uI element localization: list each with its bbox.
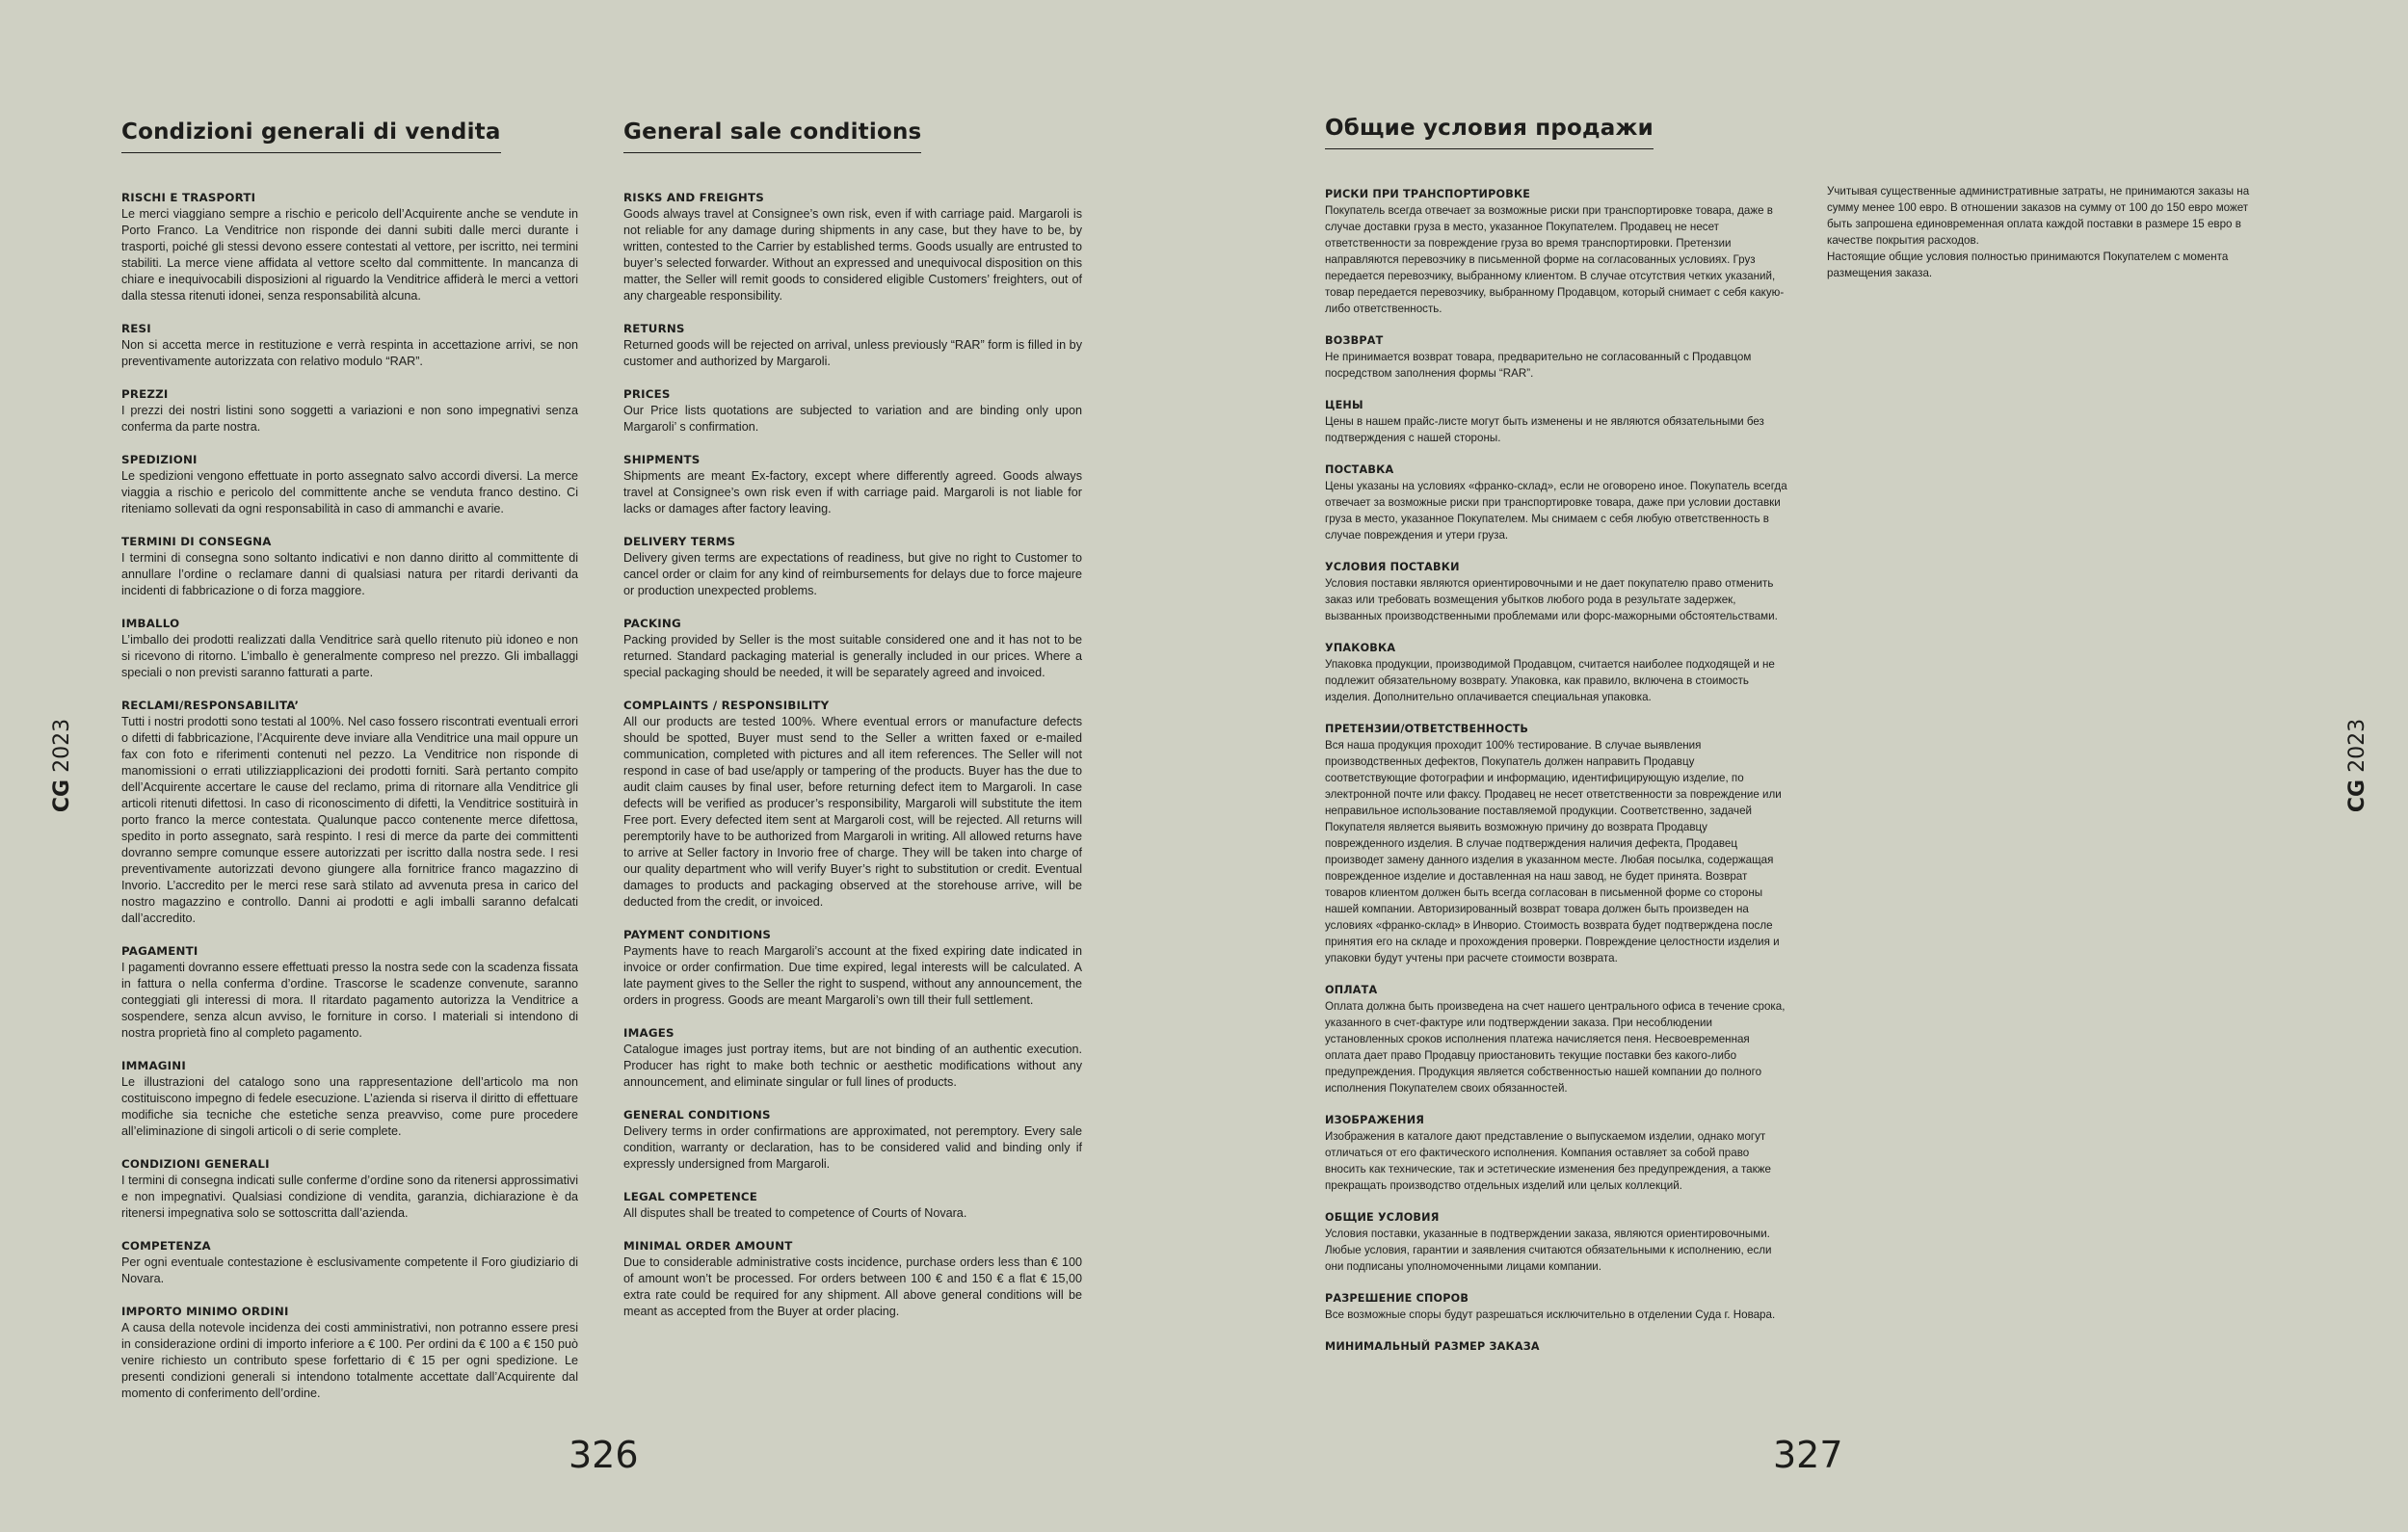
section-text: Покупатель всегда отвечает за возможные риски при транспортировке товара, даже в случае доставки груза в место, указанное Покупателем. Продавец не несет ответственности за повреждение груза во время транспортировки. Претензии направляются перевозчику в письменной форме на согласованных условиях. Груз передается перевозчику, выбранному клиентом. В случае отсутствия четких указаний, товар передается перевозчику, выбранному Продавцом, который снимает с себя какую-либо ответственность.: [1325, 204, 1785, 315]
section: [623, 927, 1082, 1009]
section-text: All our products are tested 100%. Where eventual errors or manufacture defects should be spotted, Buyer must send to the Seller a written faxed or e-mailed communication, completed with pictures and all item references. The Seller will not respond in case of bad use/apply or tampering of the products. Buyer has the due to audit claim causes by final user, before returning defect item to Margaroli. In case defects will be verified as producer’s responsibility, Margaroli will substitute the item Free port. Every defected item sent at Margaroli cost, will be rejected. All returns will peremptorily have to be authorized from Margaroli in writing. All allowed returns have to arrive at Seller factory in Invorio free of charge. They will be taken into charge of our quality department who will verify Buyer’s right to substitution or credit. Eventual damages to products and packaging observed at the storehouse arrive, will be deducted from the credit, or invoiced.: [623, 715, 1082, 909]
page-number-left: 326: [569, 1434, 639, 1476]
section-heading: ПОСТАВКА: [1325, 463, 1394, 476]
section-text: Изображения в каталоге дают представление о выпускаемом изделии, однако могут отличаться от его фактического исполнения. Компания оставляет за собой право вносить как технические, так и эстетические изменения без предупреждения, а также прекращать производство отдельных изделий или целых коллекций.: [1325, 1130, 1771, 1192]
section-heading: GENERAL CONDITIONS: [623, 1108, 771, 1122]
side-label-year: 2023: [50, 718, 75, 773]
section-text: Shipments are meant Ex-factory, except where differently agreed. Goods always travel at Consignee’s own risk even if with carriage paid. Margaroli is not liable for lacks or damages after factory leaving.: [623, 469, 1082, 515]
section-heading: УСЛОВИЯ ПОСТАВКИ: [1325, 561, 1460, 573]
section-heading: SPEDIZIONI: [121, 453, 198, 466]
section-heading: COMPLAINTS / RESPONSIBILITY: [623, 699, 830, 712]
section: [1325, 332, 1787, 382]
section-text: Delivery given terms are expectations of readiness, but give no right to Customer to cancel order or claim for any kind of reimbursements for delays due to force majeure or production unexpected problems.: [623, 551, 1082, 597]
section: [623, 1107, 1082, 1173]
section-heading: DELIVERY TERMS: [623, 535, 736, 548]
section-heading: PAGAMENTI: [121, 944, 198, 958]
section-heading: ПРЕТЕНЗИИ/ОТВЕТСТВЕННОСТЬ: [1325, 723, 1529, 735]
section-heading: PACKING: [623, 617, 681, 630]
section: [121, 1238, 578, 1287]
side-label-right: [2345, 719, 2369, 812]
section: [623, 386, 1082, 436]
section-heading: TERMINI DI CONSEGNA: [121, 535, 272, 548]
section-heading: МИНИМАЛЬНЫЙ РАЗМЕР ЗАКАЗА: [1325, 1340, 1540, 1353]
section-text: Упаковка продукции, производимой Продавцом, считается наиболее подходящей и не подлежит обязательному возврату. Упаковка, как правило, включена в стоимость изделия. Дополнительно оплачивается специальная упаковка.: [1325, 658, 1775, 703]
section-text: Due to considerable administrative costs incidence, purchase orders less than € 100 of amount won’t be processed. For orders between 100 € and 150 € a flat € 15,00 extra rate could be required for any shipment. All above general conditions will be meant as accepted from the Buyer at order placing.: [623, 1255, 1082, 1318]
section-heading: РИСКИ ПРИ ТРАНСПОРТИРОВКЕ: [1325, 188, 1531, 200]
section-text: Не принимается возврат товара, предварительно не согласованный с Продавцом посредством заполнения формы “RAR”.: [1325, 351, 1752, 380]
section-heading: RESI: [121, 322, 151, 335]
section-heading: IMPORTO MINIMO ORDINI: [121, 1305, 289, 1318]
section-text: I prezzi dei nostri listini sono soggetti a variazioni e non sono impegnativi senza conferma da parte nostra.: [121, 404, 578, 434]
section: [623, 321, 1082, 370]
italian-sections: [121, 190, 578, 1402]
section-text: Goods always travel at Consignee’s own risk, even if with carriage paid. Margaroli is not reliable for any damage during shipments in any case, but they have to be, by written, contested to the Carrier by established terms. Goods usually are entrusted to buyer’s selected forwarder. Without an expressed and unequivocal disposition on this matter, the Seller will remit goods to considered eligible Customers’ freighters, out of any chargeable responsibility.: [623, 207, 1082, 303]
section-heading: УПАКОВКА: [1325, 642, 1396, 654]
russian-title: Общие условия продажи: [1325, 116, 1654, 149]
italian-column: [121, 119, 578, 1418]
section-heading: RECLAMI/RESPONSABILITA’: [121, 699, 300, 712]
section-heading: ИЗОБРАЖЕНИЯ: [1325, 1114, 1425, 1126]
section-heading: PRICES: [623, 387, 671, 401]
section: [1325, 559, 1787, 624]
russian-sections: [1325, 186, 1787, 1355]
section-text: I termini di consegna indicati sulle conferme d’ordine sono da ritenersi approssimativi e non impegnativi. Qualsiasi condizione di vendita, garanzia, dichiarazione è da ritenersi impegnativa solo se sottoscritta dall’azienda.: [121, 1174, 578, 1220]
section: [121, 1156, 578, 1222]
page-number-right: 327: [1773, 1434, 1843, 1476]
section-text: Цены в нашем прайс-листе могут быть изменены и не являются обязательными без подтверждения с нашей стороны.: [1325, 415, 1764, 444]
section-heading: IMMAGINI: [121, 1059, 186, 1072]
section-heading: РАЗРЕШЕНИЕ СПОРОВ: [1325, 1292, 1469, 1305]
section: [121, 452, 578, 517]
section: [121, 386, 578, 436]
section-heading: ОПЛАТА: [1325, 984, 1378, 996]
section: [121, 190, 578, 304]
section-text: Non si accetta merce in restituzione e verrà respinta in accettazione arrivi, se non preventivamente autorizzata con relativo modulo “RAR”.: [121, 338, 578, 368]
section-text: Условия поставки являются ориентировочными и не дает покупателю право отменить заказ или требовать возмещения убытков любого рода в результате задержек, вызванных производственными проблемами или форс-мажорными обстоятельствами.: [1325, 577, 1778, 622]
english-title: General sale conditions: [623, 119, 921, 153]
section-text: Оплата должна быть произведена на счет нашего центрального офиса в течение срока, указанного в счет-фактуре или подтверждении заказа. При несоблюдении установленных сроков исполнения платежа начисляется пеня. Несвоевременная оплата дает право Продавцу приостановить текущие поставки без какого-либо предупреждения. Продукция является собственностью нашей компании до полного исполнения Покупателем своих обязанностей.: [1325, 1000, 1786, 1095]
section-text: Le spedizioni vengono effettuate in porto assegnato salvo accordi diversi. La merce viaggia a rischio e pericolo del committente anche se venduta franco destino. Ci riteniamo sollevati da ogni responsabilità in caso di ammanchi e avarie.: [121, 469, 578, 515]
section: [623, 452, 1082, 517]
section: [623, 616, 1082, 681]
section: [1325, 462, 1787, 543]
section-heading: SHIPMENTS: [623, 453, 701, 466]
section: [1325, 397, 1787, 446]
section: [623, 534, 1082, 599]
english-column: [623, 119, 1082, 1336]
section-heading: COMPETENZA: [121, 1239, 211, 1253]
section-text: Returned goods will be rejected on arrival, unless previously “RAR” form is filled in by customer and authorized by Margaroli.: [623, 338, 1082, 368]
section: [623, 1189, 1082, 1222]
section: [1325, 1112, 1787, 1194]
section: [121, 943, 578, 1042]
section-heading: ВОЗВРАТ: [1325, 334, 1384, 347]
section-heading: MINIMAL ORDER AMOUNT: [623, 1239, 793, 1253]
section: [121, 1304, 578, 1402]
section-heading: ОБЩИЕ УСЛОВИЯ: [1325, 1211, 1440, 1224]
section-text: Packing provided by Seller is the most suitable considered one and it has not to be returned. Standard packaging material is generally included in our prices. Where a special packaging should be needed, it will be separately agreed and invoiced.: [623, 633, 1082, 679]
section-text: Условия поставки, указанные в подтверждении заказа, являются ориентировочными. Любые условия, гарантии и заявления считаются обязательными к исполнению, если они подписаны уполномоченными лицами компании.: [1325, 1228, 1772, 1273]
section-text: Payments have to reach Margaroli’s account at the fixed expiring date indicated in invoice or order confirmation. Due time expired, legal interests will be calculated. A late payment gives to the Seller the right to suspend, without any announcement, the orders in progress. Goods are meant Margaroli’s own till their full settlement.: [623, 944, 1082, 1007]
section-heading: RETURNS: [623, 322, 685, 335]
section-text: Tutti i nostri prodotti sono testati al 100%. Nel caso fossero riscontrati eventuali errori o difetti di fabbricazione, l’Acquirente deve inviare alla Venditrice una mail oppure un fax con foto e riferimenti contenuti nel pezzo. La Venditrice non risponde di manomissioni o errati utilizziapplicazioni dei prodotti forniti. Sarà pertanto compito dell’Acquirente accertare le cause del reclamo, prima di ritornare alla Venditrice gli articoli ritenuti difettosi. In caso di riconoscimento di difetti, la Venditrice sostituirà in porto franco la merce contestata. Qualunque pacco contenente merce difettosa, spedito in porto assegnato, sarà respinto. I resi di merce da parte dei committenti dovranno sempre comunque essere autorizzati per iscritto dalla nostra sede. I resi preventivamente autorizzati devono giungere alla fornitrice franco magazzino di Invorio. L’accredito per le merci rese sarà stilato ad avvenuta presa in carico del nostro magazzino e controllo. Danni ai prodotti e agli imballi saranno defalcati dall’accredito.: [121, 715, 578, 925]
section: [121, 1058, 578, 1140]
section-text: Все возможные споры будут разрешаться исключительно в отделении Суда г. Новара.: [1325, 1308, 1776, 1321]
section: [1325, 186, 1787, 317]
section-text: Вся наша продукция проходит 100% тестирование. В случае выявления производственных дефектов, Покупатель должен направить Продавцу соответствующие фотографии и информацию, идентифицирующую изделие, по электронной почте или факсу. Продавец не несет ответственности за повреждение или неправильное использование поставляемой продукции. Соответственно, задачей Покупателя является выявить возможную причину до возврата Продавцу поврежденного изделия. В случае подтверждения наличия дефекта, Продавец производет замену данного изделия в указанном месте. Любая посылка, содержащая поврежденное изделие и доставленная на наш завод, не будет принята. Возврат товаров клиентом должен быть всегда согласован в письменной форме со стороны нашей компании. Авторизированный возврат товара должен быть произведен на условиях «франко-склад» в Инворио. Стоимость возврата будет подтверждена после принятия его на складе и прохождения проверки. Повреждение целостности изделия и упаковки будут учтены при расчете стоимости возврата.: [1325, 739, 1782, 964]
italian-title: Condizioni generali di vendita: [121, 119, 501, 153]
section: [1325, 1290, 1787, 1323]
section: [121, 616, 578, 681]
section-heading: RISKS AND FREIGHTS: [623, 191, 764, 204]
section-text: Цены указаны на условиях «франко-склад», если не оговорено иное. Покупатель всегда отвечает за возможные риски при транспортировке товара, даже при условии доставки груза в место, указанное Покупателем. Мы снимаем с себя любую ответственность в случае повреждения и утери груза.: [1325, 480, 1787, 541]
section: [1325, 721, 1787, 966]
continuation-paragraph: Настоящие общие условия полностью принимаются Покупателем с момента размещения заказа.: [1827, 251, 2229, 279]
section-text: A causa della notevole incidenza dei costi amministrativi, non potranno essere presi in considerazione ordini di importo inferiore a € 100. Per ordini da € 100 a € 150 può venire richiesto un contributo spese forfettario di € 15 per ogni spedizione. Le presenti condizioni generali si intendono totalmente accettate dall’Acquirente dal momento di conferimento dell’ordine.: [121, 1321, 578, 1400]
section: [121, 534, 578, 599]
section-text: All disputes shall be treated to competence of Courts of Novara.: [623, 1206, 967, 1220]
side-label-brand: CG: [2345, 779, 2370, 813]
english-sections: [623, 190, 1082, 1320]
side-label-left: [50, 719, 74, 812]
side-label-brand: CG: [50, 779, 75, 813]
section: [623, 1238, 1082, 1320]
section: [623, 698, 1082, 911]
section-text: I termini di consegna sono soltanto indicativi e non danno diritto al committente di annullare l’ordine o reclamare danni di qualsiasi natura per ritardi derivanti da incidenti di fabbricazione o di forza maggiore.: [121, 551, 578, 597]
section-text: Our Price lists quotations are subjected to variation and are binding only upon Margaroli’ s confirmation.: [623, 404, 1082, 434]
section-text: Le merci viaggiano sempre a rischio e pericolo dell’Acquirente anche se vendute in Porto Franco. La Venditrice non risponde dei danni subiti dalle merci durante i trasporti, poiché gli stessi devono essere contestati al vettore, per iscritto, nei termini stabiliti. La merce viene affidata al vettore scelto dal committente. In mancanza di chiare e inequivocabili disposizioni al riguardo la Venditrice affiderà le merci a vettori dalla stessa ritenuti idonei, senza responsabilità alcuna.: [121, 207, 578, 303]
section: [1325, 1338, 1787, 1355]
section: [1325, 640, 1787, 705]
side-label-year: 2023: [2345, 718, 2370, 773]
section: [121, 321, 578, 370]
section: [623, 190, 1082, 304]
section-heading: RISCHI E TRASPORTI: [121, 191, 256, 204]
section-heading: CONDIZIONI GENERALI: [121, 1157, 270, 1171]
section: [623, 1025, 1082, 1091]
section-heading: IMBALLO: [121, 617, 180, 630]
section-heading: IMAGES: [623, 1026, 675, 1040]
section-text: L’imballo dei prodotti realizzati dalla Venditrice sarà quello ritenuto più idoneo e non si ricevono di ritorno. L’imballo è generalmente compreso nel prezzo. Gli imballaggi speciali o non previsti saranno fatturati a parte.: [121, 633, 578, 679]
russian-continuation: [1827, 183, 2270, 281]
continuation-paragraph: Учитывая существенные административные затраты, не принимаются заказы на сумму менее 100 евро. В отношении заказов на сумму от 100 до 150 евро может быть запрошена единовременная оплата каждой поставки в размере 15 евро в качестве покрытия расходов.: [1827, 185, 2250, 247]
section-heading: LEGAL COMPETENCE: [623, 1190, 758, 1203]
section-text: Catalogue images just portray items, but are not binding of an authentic execution. Producer has right to make both technic or aesthetic modifications without any announcement, and eliminate singular or full lines of products.: [623, 1043, 1082, 1089]
section-text: Delivery terms in order confirmations are approximated, not peremptory. Every sale condition, warranty or declaration, has to be considered valid and binding only if expressly undersigned from Margaroli.: [623, 1124, 1082, 1171]
section-text: Le illustrazioni del catalogo sono una rappresentazione dell’articolo ma non costituiscono impegno di fedele esecuzione. L’azienda si riserva il diritto di effettuare modifiche sia tecniche che estetiche senza preavviso, come pure procedere all’eliminazione di singoli articoli o di serie complete.: [121, 1075, 578, 1138]
section-heading: ЦЕНЫ: [1325, 399, 1363, 411]
section: [1325, 982, 1787, 1096]
russian-column: [1325, 116, 1787, 1370]
section-heading: PAYMENT CONDITIONS: [623, 928, 772, 941]
section-heading: PREZZI: [121, 387, 169, 401]
section: [1325, 1209, 1787, 1275]
section: [121, 698, 578, 927]
section-text: I pagamenti dovranno essere effettuati presso la nostra sede con la scadenza fissata in fattura o nella conferma d’ordine. Trascorse le scadenze convenute, saranno conteggiati gli interessi di mora. Il ritardato pagamento autorizza la Venditrice a sospendere, senza alcun avviso, le forniture in corso. I materiali si intendono di nostra proprietà fino al completo pagamento.: [121, 961, 578, 1040]
section-text: Per ogni eventuale contestazione è esclusivamente competente il Foro giudiziario di Novara.: [121, 1255, 578, 1285]
